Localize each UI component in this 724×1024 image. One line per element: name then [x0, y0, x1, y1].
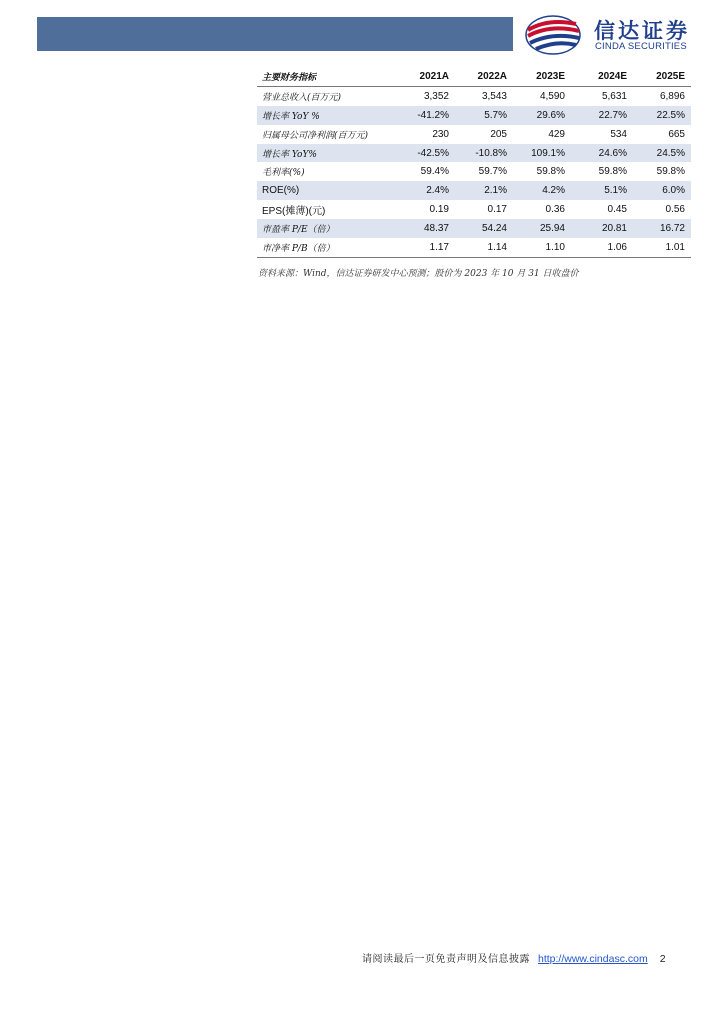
cell: 29.6%: [536, 109, 565, 121]
table-row: [257, 125, 691, 144]
cell: 6.0%: [662, 185, 685, 197]
cell: 5.7%: [484, 109, 507, 121]
cell: 4,590: [539, 90, 565, 102]
cell: 5,631: [601, 90, 627, 102]
source-note: 资料来源：Wind，信达证券研发中心预测；股价为 2023 年 10 月 31 日收盘价: [258, 269, 579, 279]
cell: 59.8%: [536, 166, 565, 178]
cell: 0.36: [545, 204, 565, 216]
page-number: 2: [659, 953, 666, 965]
cell: 0.56: [665, 204, 685, 216]
row-label: 增长率 YoY %: [262, 111, 320, 122]
table-row: [257, 86, 691, 105]
header-2022a: 2022A: [477, 70, 507, 82]
cell: 0.19: [429, 204, 449, 216]
table-row: [257, 200, 691, 219]
cell: 16.72: [659, 223, 685, 235]
header-2021a: 2021A: [419, 70, 449, 82]
financial-indicators-table: [257, 67, 691, 258]
page-footer: [362, 950, 666, 965]
cell: 3,543: [481, 90, 507, 102]
header-2023e: 2023E: [536, 70, 565, 82]
cell: 22.5%: [656, 109, 685, 121]
cell: -41.2%: [417, 109, 449, 121]
cell: 59.8%: [598, 166, 627, 178]
cell: 230: [432, 128, 449, 140]
cell: 1.10: [545, 241, 565, 253]
row-label: 市净率 P/B（倍）: [262, 243, 335, 254]
table-row: [257, 144, 691, 163]
cinda-logo-mark-icon: [524, 14, 582, 56]
website-link[interactable]: http://www.cindasc.com: [538, 953, 648, 965]
cell: 25.94: [539, 223, 565, 235]
cell: 0.17: [487, 204, 507, 216]
cell: 54.24: [481, 223, 507, 235]
cell: 1.06: [607, 241, 627, 253]
cell: 24.6%: [598, 147, 627, 159]
table-row: [257, 219, 691, 238]
table-row: [257, 106, 691, 125]
row-label: 增长率 YoY%: [262, 149, 317, 160]
cell: 109.1%: [531, 147, 565, 159]
header-indicator: 主要财务指标: [262, 72, 317, 83]
cell: 2.1%: [484, 185, 507, 197]
cell: 20.81: [601, 223, 627, 235]
cell: 665: [668, 128, 685, 140]
cell: 429: [548, 128, 565, 140]
cinda-logo: [524, 14, 704, 56]
table-row: [257, 162, 691, 181]
row-label: 营业总收入(百万元): [262, 92, 342, 103]
cell: 5.1%: [604, 185, 627, 197]
table-row: [257, 238, 691, 257]
cell: 2.4%: [426, 185, 449, 197]
cell: 3,352: [423, 90, 449, 102]
disclaimer-notice: 请阅读最后一页免责声明及信息披露: [362, 954, 530, 965]
cell: 48.37: [423, 223, 449, 235]
cell: 534: [610, 128, 627, 140]
table-row: [257, 181, 691, 200]
table-header-row: [257, 67, 691, 86]
row-label: EPS(摊薄)(元): [262, 206, 326, 218]
cell: 24.5%: [656, 147, 685, 159]
cell: 6,896: [659, 90, 685, 102]
cell: 4.2%: [542, 185, 565, 197]
header-bar: [37, 17, 513, 51]
cell: 59.8%: [656, 166, 685, 178]
cell: 1.17: [429, 241, 449, 253]
cell: 59.7%: [478, 166, 507, 178]
cell: -42.5%: [417, 147, 449, 159]
cell: 59.4%: [420, 166, 449, 178]
cell: 1.14: [487, 241, 507, 253]
cell: 1.01: [665, 241, 685, 253]
row-label: 归属母公司净利润(百万元): [262, 130, 369, 141]
logo-chinese-text: 信达证券: [594, 19, 690, 43]
cell: 0.45: [607, 204, 627, 216]
row-label: 毛利率(%): [262, 168, 305, 179]
row-label: ROE(%): [262, 185, 300, 197]
header-2024e: 2024E: [598, 70, 627, 82]
cell: 205: [490, 128, 507, 140]
row-label: 市盈率 P/E（倍）: [262, 225, 335, 236]
logo-english-text: CINDA SECURITIES: [595, 41, 687, 52]
header-2025e: 2025E: [656, 70, 685, 82]
cell: 22.7%: [598, 109, 627, 121]
cell: -10.8%: [475, 147, 507, 159]
